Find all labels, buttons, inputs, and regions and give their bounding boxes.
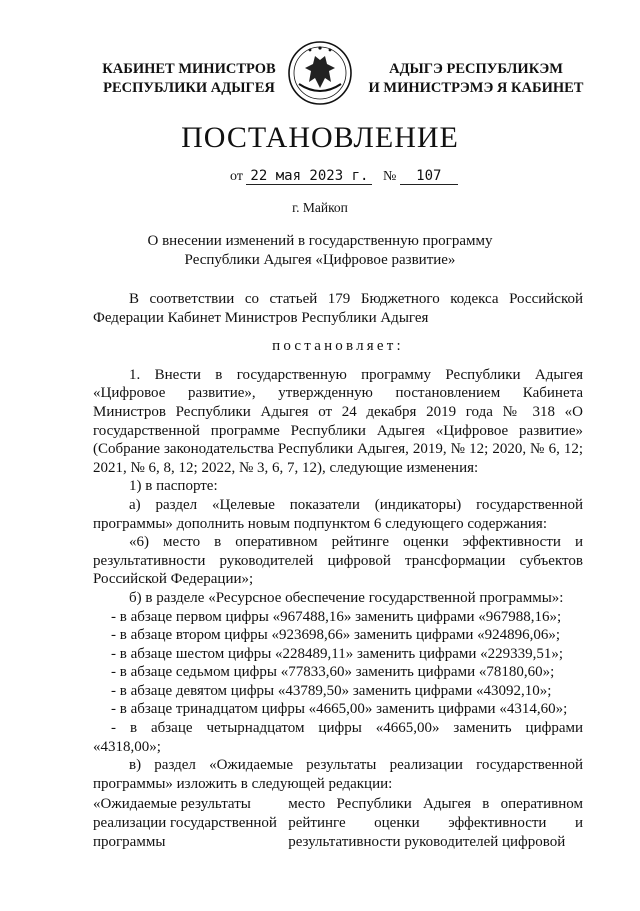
results-table-left: «Ожидаемые результаты реализации государственной программы bbox=[93, 796, 277, 850]
paragraph-13: в) раздел «Ожидаемые результаты реализации государственной программы» изложить в следующей редакции: bbox=[93, 757, 583, 792]
document-title: ПОСТАНОВЛЕНИЕ bbox=[181, 121, 459, 154]
header-right-line-2: И МИНИСТРЭМЭ Я КАБИНЕТ bbox=[368, 80, 584, 96]
decree-word: постановляет: bbox=[272, 338, 404, 355]
header-left-line-1: КАБИНЕТ МИНИСТРОВ bbox=[102, 61, 276, 77]
results-table-right: место Республики Адыгея в оперативном рейтинге оценки эффективности и результативности руководителей цифровой bbox=[288, 796, 583, 850]
paragraph-7: - в абзаце втором цифры «923698,66» заменить цифрами «924896,06»; bbox=[111, 627, 561, 644]
paragraph-4: «6) место в оперативном рейтинге оценки эффективности и результативности руководителей цифровой трансформации субъектов Российской Федерации»; bbox=[93, 534, 583, 588]
results-table-row bbox=[93, 795, 583, 851]
city: г. Майкоп bbox=[292, 200, 348, 215]
paragraph-6: - в абзаце первом цифры «967488,16» заменить цифрами «967988,16»; bbox=[111, 608, 562, 625]
subject bbox=[0, 232, 640, 270]
header-left bbox=[84, 60, 294, 98]
paragraph-5: б) в разделе «Ресурсное обеспечение государственной программы»: bbox=[129, 589, 564, 606]
paragraph-10: - в абзаце девятом цифры «43789,50» заменить цифрами «43092,10»; bbox=[111, 682, 552, 699]
paragraph-2: 1) в паспорте: bbox=[129, 478, 218, 495]
paragraph-1: 1. Внести в государственную программу Республики Адыгея «Цифровое развитие», утвержденную постановлением Кабинета Министров Республики Адыгея от 24 декабря 2019 года № 318 «О государственной программе Республики Адыгея «Цифровое развитие» (Собрание законодательства Республики Адыгея, 2019, № 12; 2020, № 6, 12; 2021, № 6, 8, 12; 2022, № 3, 6, 7, 12), следующие изменения: bbox=[93, 366, 583, 476]
coat-of-arms-icon bbox=[285, 38, 355, 108]
header-right-line-1: АДЫГЭ РЕСПУБЛИКЭМ bbox=[389, 61, 563, 77]
document-body bbox=[93, 290, 583, 851]
number-value: 107 bbox=[400, 168, 458, 185]
paragraph-12: - в абзаце четырнадцатом цифры «4665,00» заменить цифрами «4318,00»; bbox=[93, 720, 583, 755]
paragraph-9: - в абзаце седьмом цифры «77833,60» заменить цифрами «78180,60»; bbox=[111, 664, 555, 681]
paragraph-8: - в абзаце шестом цифры «228489,11» заменить цифрами «229339,51»; bbox=[111, 645, 564, 662]
subject-line-1: О внесении изменений в государственную программу bbox=[147, 233, 493, 249]
date-from-label: от bbox=[230, 169, 243, 184]
paragraph-3: а) раздел «Целевые показатели (индикаторы) государственной программы» дополнить новым подпунктом 6 следующего содержания: bbox=[93, 496, 583, 532]
paragraph-11: - в абзаце тринадцатом цифры «4665,00» заменить цифрами «4314,60»; bbox=[111, 701, 568, 718]
subject-line-2: Республики Адыгея «Цифровое развитие» bbox=[184, 252, 456, 268]
number-label: № bbox=[382, 169, 397, 184]
preamble: В соответствии со статьей 179 Бюджетного кодекса Российской Федерации Кабинет Министров Республики Адыгея bbox=[93, 291, 583, 326]
header-left-line-2: РЕСПУБЛИКИ АДЫГЕЯ bbox=[103, 80, 275, 96]
date-line bbox=[230, 168, 458, 185]
date-value: 22 мая 2023 г. bbox=[246, 168, 372, 185]
header-right bbox=[366, 60, 586, 98]
